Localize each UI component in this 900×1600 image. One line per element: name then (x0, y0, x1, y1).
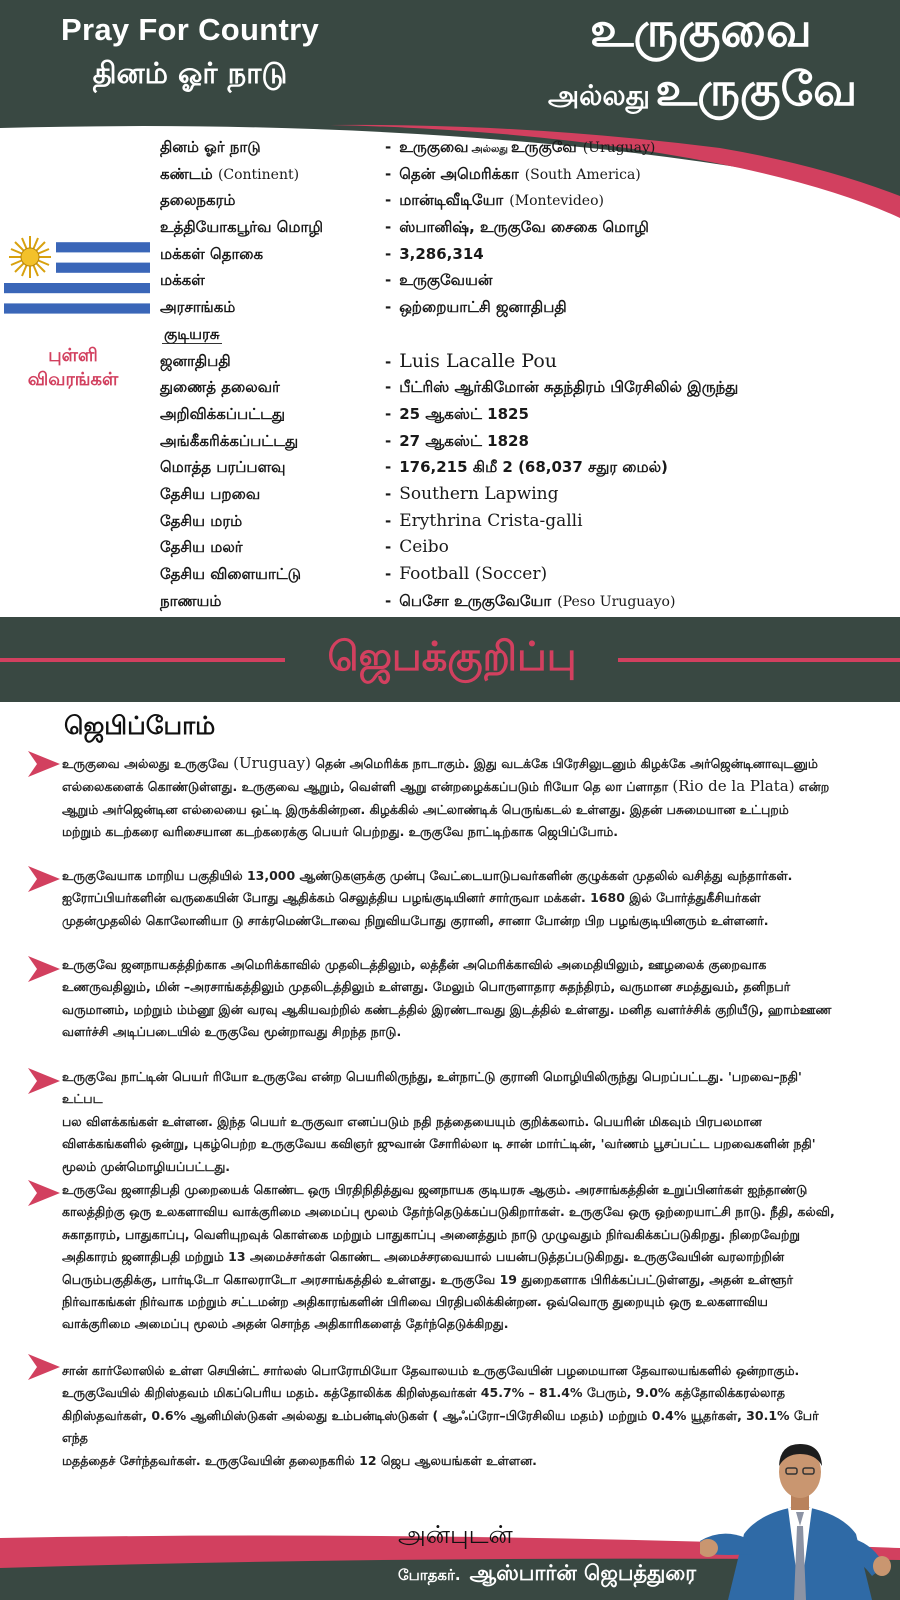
para-text: தென் அமெரிக்க நாடாகும். இது வடக்கே பிரேசிலுடனும் கிழக்கே அர்ஜென்டினாவுடனும் (310, 756, 818, 771)
para-line: உருகுவே ஜனநாயகத்திற்காக அமெரிக்காவில் முதலிடத்திலும், லத்தீன் அமெரிக்காவில் அமைதியிலும், ஊழலைக் குறைவாக (62, 957, 767, 972)
para-line: உணருவதிலும், மின் –அரசாங்கத்திலும் முதலிடத்திலும் உள்ளது. மேலும் பொருளாதார சுதந்திரம், வருமான சமத்துவம், தனிநபர் (62, 979, 791, 995)
fact-value: - 27 ஆகஸ்ட் 1828 (385, 431, 529, 450)
fact-label: தினம் ஓர் நாடு (160, 138, 261, 156)
band-rule-left (0, 658, 285, 662)
fact-value: - 3,286,314 (385, 244, 484, 263)
fact-value-text: Erythrina Crista-galli (399, 510, 583, 531)
paragraph-2 (62, 865, 842, 932)
fact-value: - உருகுவை அல்லது உருகுவே (Uruguay) (385, 138, 656, 156)
fact-value-text: பீட்ரிஸ் ஆர்கிமோன் சுதந்திரம் பிரேசிலில் இருந்து (399, 378, 739, 397)
fact-value-text: Football (Soccer) (399, 564, 548, 584)
bullet-arrow-icon (28, 956, 60, 982)
fact-value-main: உருகுவை (399, 138, 469, 156)
fact-value: - தென் அமெரிக்கா (South America) (385, 164, 641, 183)
para-line: வளர்ச்சி அடிப்படையில் உருகுவே மூன்றாவது சிறந்த நாடு. (62, 1024, 402, 1040)
section-heading: ஜெபிப்போம் (64, 711, 216, 740)
fact-value-text: உருகுவேயன் (399, 271, 493, 290)
fact-label: தேசிய பறவை (160, 484, 261, 503)
bullet-arrow-icon (28, 1354, 60, 1380)
pray-title: Pray For Country (60, 12, 319, 47)
fact-value-english: (Uruguay) (582, 140, 656, 156)
para-line: பல விளக்கங்கள் உள்ளன. இந்த பெயர் உருகுவா எனப்படும் நதி நத்தையையும் குறிக்கலாம். பெயரின் மிகவும் பிரபலமான (62, 1113, 762, 1129)
fact-value-text: ஒற்றையாட்சி ஜனாதிபதி (399, 298, 567, 317)
fact-label: ஜனாதிபதி (160, 351, 231, 370)
fact-row-people (160, 267, 880, 294)
para-line: வருமானம், மற்றும் ம்ம்னூ இன் வரவு ஆகியவற்றில் கண்டத்தில் இரண்டாவது இடத்தில் உள்ளது. மனித வளர்ச்சிக் குறியீடு, ஹாம்ஊண (62, 1001, 832, 1017)
paragraph-1 (62, 752, 842, 844)
para-line: ஆறும் அர்ஜென்டின எல்லையை ஒட்டி இருக்கின்றன. கிழக்கில் அட்லாண்டிக் பெருங்கடல் உள்ளது. இதன் பசுமையான உட்புறம் (62, 801, 789, 817)
fact-value: - பெசோ உருகுவேயோ (Peso Uruguayo) (385, 591, 676, 610)
pastor-name: ஆஸ்பார்ன் ஜெபத்துரை (469, 1561, 697, 1585)
para-line: முதன்முதலில் கொலோனியா டு சாக்ரமெண்டோவை நிறுவியபோது குரானி, சானா போன்ற பிற பழங்குடியினரும் உள்ளனர். (62, 912, 769, 928)
country-title-line1: உருகுவை (590, 2, 812, 58)
pastor-photo (700, 1416, 900, 1600)
fact-value-main2: உருகுவே (510, 138, 577, 156)
country-name-alt: உருகுவே (655, 62, 858, 116)
fact-value-text: Luis Lacalle Pou (399, 349, 557, 372)
fact-label-sub (162, 321, 222, 348)
fact-label: தேசிய விளையாட்டு (160, 565, 302, 583)
fact-label: துணைத் தலைவர் (160, 378, 280, 397)
para-line: சான் கார்லோஸில் உள்ள செயின்ட் சார்லஸ் பொரோமியோ தேவாலயம் உருகுவேயின் பழமையான தேவாலயங்களில் ஒன்றாகும். (62, 1363, 800, 1378)
fact-row-republic (160, 321, 880, 348)
para-line: சுகாதாரம், பாதுகாப்பு, வெளியுறவுக் கொள்கை மற்றும் பாதுகாப்பு அனைத்தும் நாடு முழுவதும் நிர்வகிக்கப்படுகிறது. நிறைவேற்று (62, 1226, 800, 1242)
fact-row-language (160, 214, 880, 241)
fact-label: அங்கீகரிக்கப்பட்டது (160, 431, 299, 450)
fact-row-capital (160, 187, 880, 214)
para-line: விளக்கங்களில் ஒன்று, புகழ்பெற்ற உருகுவேய கவிஞர் ஜுவான் சோரில்லா டி சான் மார்ட்டின், 'வர்ணம் பூசப்பட்ட பறவைகளின் நதி' (62, 1136, 816, 1152)
para-line: உருகுவே ஜனாதிபதி முறையைக் கொண்ட ஒரு பிரதிநிதித்துவ ஜனநாயக குடியரசு ஆகும். அரசாங்கத்தின் உறுப்பினர்கள் ஐந்தாண்டு (62, 1182, 808, 1197)
para-line (62, 752, 842, 775)
fact-value-tamil: மான்டிவீடியோ (399, 191, 504, 210)
fact-value-tamil: தென் அமெரிக்கா (399, 164, 519, 183)
para-text-english: (Uruguay) (233, 754, 311, 772)
fact-row-vice-president (160, 374, 880, 401)
para-line: கிறிஸ்தவர்கள், 0.6% ஆனிமிஸ்டுகள் அல்லது உம்பன்டிஸ்டுகள் ( ஆஃப்ரோ–பிரேசிலிய மதம்) மற்றும் 0.4% யூதர்கள், 30.1% பேர் எந்த (62, 1407, 819, 1446)
fact-value-english: (Montevideo) (509, 193, 604, 210)
prayer-band-title: ஜெபக்குறிப்பு (327, 634, 577, 680)
fact-value: - மான்டிவீடியோ (Montevideo) (385, 191, 604, 210)
para-line: உருகுவே நாட்டின் பெயர் ரியோ உருகுவே என்ற பெயரிலிருந்து, உள்நாட்டு குரானி மொழியிலிருந்து பெறப்பட்டது. 'பறவை–நதி' உட்பட (62, 1069, 802, 1107)
fact-value: - Southern Lapwing (385, 483, 559, 504)
para-line: காலத்திற்கு ஒரு உலகளாவிய வாக்குரிமை அமைப்பு மூலம் தேர்ந்தெடுக்கப்படுகிறார்கள். உருகுவே ஒரு ஒற்றையாட்சி நாடு. நீதி, கல்வி, (62, 1204, 835, 1220)
fact-label (160, 161, 299, 189)
facts-section-label (8, 344, 138, 392)
bullet-arrow-icon (28, 1068, 60, 1094)
fact-row-continent (160, 161, 880, 188)
bullet-arrow-icon (28, 751, 60, 777)
fact-value: - ஒற்றையாட்சி ஜனாதிபதி (385, 298, 567, 317)
fact-label-english: (Continent) (217, 166, 300, 183)
fact-value-english: (South America) (524, 166, 641, 183)
fact-value: - 176,215 கிமீ 2 (68,037 சதுர மைல்) (385, 458, 668, 477)
fact-label: அரசாங்கம் (160, 298, 236, 317)
fact-value: - 25 ஆகஸ்ட் 1825 (385, 404, 529, 423)
fact-row-government (160, 294, 880, 321)
fact-value: - ஸ்பானிஷ், உருகுவே சைகை மொழி (385, 218, 649, 237)
para-line: நிர்வாகங்கள் நிர்வாக மற்றும் சட்டமன்ற அதிகாரங்களின் பிரிவை பிரதிபலிக்கின்றன. ஒவ்வொரு துறையும் ஒரு உலகளாவிய (62, 1294, 768, 1310)
fact-value: - Football (Soccer) (385, 564, 548, 584)
fact-label: உத்தியோகபூர்வ மொழி (160, 218, 324, 237)
para-text: உருகுவை அல்லது உருகுவே (62, 756, 234, 771)
fact-label: மக்கள் தொகை (160, 244, 264, 263)
pastor-signature (398, 1561, 696, 1588)
para-line: ஐரோப்பியர்களின் வருகையின் போது ஆதிக்கம் செலுத்திய பழங்குடியினர் சார்ருவா மக்கள். 1680 இல் போர்த்துகீசியர்கள் (62, 890, 761, 906)
para-line: உருகுவேயில் கிறிஸ்தவம் மிகப்பெரிய மதம். கத்தோலிக்க கிறிஸ்தவர்கள் 45.7% – 81.4% பேரும், 9.0% கத்தோலிக்கரல்லாத (62, 1385, 786, 1401)
para-line: மதத்தைச் சேர்ந்தவர்கள். உருகுவேயின் தலைநகரில் 12 ஜெப ஆலயங்கள் உள்ளன. (62, 1452, 537, 1468)
fact-label: தேசிய மரம் (160, 511, 243, 530)
fact-label: மக்கள் (160, 271, 205, 290)
fact-row-sport (160, 561, 880, 588)
country-title-line2 (548, 62, 857, 123)
fact-value-text: 27 ஆகஸ்ட் 1828 (399, 431, 529, 450)
fact-row-daily (160, 134, 880, 161)
fact-row-currency (160, 588, 880, 615)
fact-label: தலைநகரம் (160, 191, 236, 210)
fact-label: மொத்த பரப்பளவு (160, 458, 286, 477)
facts-label-line1: புள்ளி (48, 345, 98, 366)
para-text-english: (Rio de la Plata) (672, 777, 795, 796)
fact-row-bird (160, 481, 880, 508)
fact-value-text: 176,215 கிமீ 2 (68,037 சதுர மைல்) (399, 458, 668, 477)
fact-value: - Erythrina Crista-galli (385, 510, 583, 531)
facts-label-line2: விவரங்கள் (27, 369, 119, 390)
para-text: எல்லைகளைக் கொண்டுள்ளது. உருகுவை ஆறும், வெள்ளி ஆறு என்றழைக்கப்படும் ரியோ தெ லா ப்ளாதா (62, 779, 673, 795)
facts-table (160, 134, 880, 614)
para-line: வாக்குரிமை அமைப்பு மூலம் அதன் சொந்த அதிகாரிகளைத் தேர்ந்தெடுக்கிறது. (62, 1316, 509, 1332)
fact-row-population (160, 241, 880, 268)
fact-row-area (160, 454, 880, 481)
fact-label-tamil: கண்டம் (160, 164, 213, 183)
fact-row-recognized (160, 428, 880, 455)
pastor-title: போதகர். (398, 1566, 461, 1584)
para-text: என்ற (794, 779, 830, 795)
fact-value: - Ceibo (385, 537, 449, 558)
signoff-text: அன்புடன் (398, 1520, 513, 1549)
fact-value: - உருகுவேயன் (385, 271, 493, 290)
fact-label: தேசிய மலர் (160, 538, 243, 557)
band-rule-right (618, 658, 900, 662)
fact-row-flower (160, 534, 880, 561)
fact-label-sub-text: குடியரசு (164, 324, 220, 343)
uruguay-flag (4, 232, 150, 324)
daily-title: தினம் ஓர் நாடு (92, 56, 288, 90)
para-line (62, 775, 842, 798)
para-line: மற்றும் கடற்கரை வரிசையான கடற்கரைக்கு பெயர் பெற்றது. உருகுவே நாட்டிற்காக ஜெபிப்போம். (62, 824, 619, 840)
fact-label: நாணயம் (160, 591, 222, 610)
bullet-arrow-icon (28, 866, 60, 892)
fact-row-tree (160, 508, 880, 535)
country-connector: அல்லது (548, 79, 650, 112)
bullet-arrow-icon (28, 1180, 60, 1206)
fact-row-president (160, 348, 880, 375)
para-line: உருகுவேயாக மாறிய பகுதியில் 13,000 ஆண்டுகளுக்கு முன்பு வேட்டையாடுபவர்களின் குழுக்கள் முதலில் வசித்து வந்தார்கள். (62, 868, 793, 883)
fact-value-text: Southern Lapwing (399, 483, 559, 504)
fact-value-english: (Peso Uruguayo) (557, 593, 676, 610)
fact-value: - Luis Lacalle Pou (385, 349, 557, 372)
fact-value-text: ஸ்பானிஷ், உருகுவே சைகை மொழி (399, 218, 649, 237)
fact-label: அறிவிக்கப்பட்டது (160, 404, 286, 423)
para-line: அதிகாரம் ஜனாதிபதி மற்றும் 13 அமைச்சர்கள் கொண்ட அமைச்சரவையால் பயன்படுத்தப்படுகிறது. உருகுவேயின் வரலாற்றின் (62, 1249, 785, 1265)
fact-value: - பீட்ரிஸ் ஆர்கிமோன் சுதந்திரம் பிரேசிலில் இருந்து (385, 378, 739, 397)
fact-value-text: Ceibo (399, 537, 449, 558)
fact-value-text: 3,286,314 (399, 244, 484, 263)
paragraph-3 (62, 954, 842, 1044)
fact-value-text: 25 ஆகஸ்ட் 1825 (399, 404, 529, 423)
paragraph-4 (62, 1066, 842, 1178)
prayer-band (0, 617, 900, 702)
paragraph-5 (62, 1179, 842, 1336)
para-line: மூலம் முன்மொழியப்பட்டது. (62, 1158, 231, 1174)
para-line: பெரும்பகுதிக்கு, பார்டிடோ கொலராடோ அரசாங்கத்தில் உள்ளது. உருகுவே 19 துறைகளாக பிரிக்கப்பட்டுள்ளது, அதன் உள்ளூர் (62, 1271, 793, 1287)
fact-value-tamil: பெசோ உருகுவேயோ (399, 591, 552, 610)
fact-value-connector: அல்லது (471, 144, 508, 155)
fact-row-declared (160, 401, 880, 428)
